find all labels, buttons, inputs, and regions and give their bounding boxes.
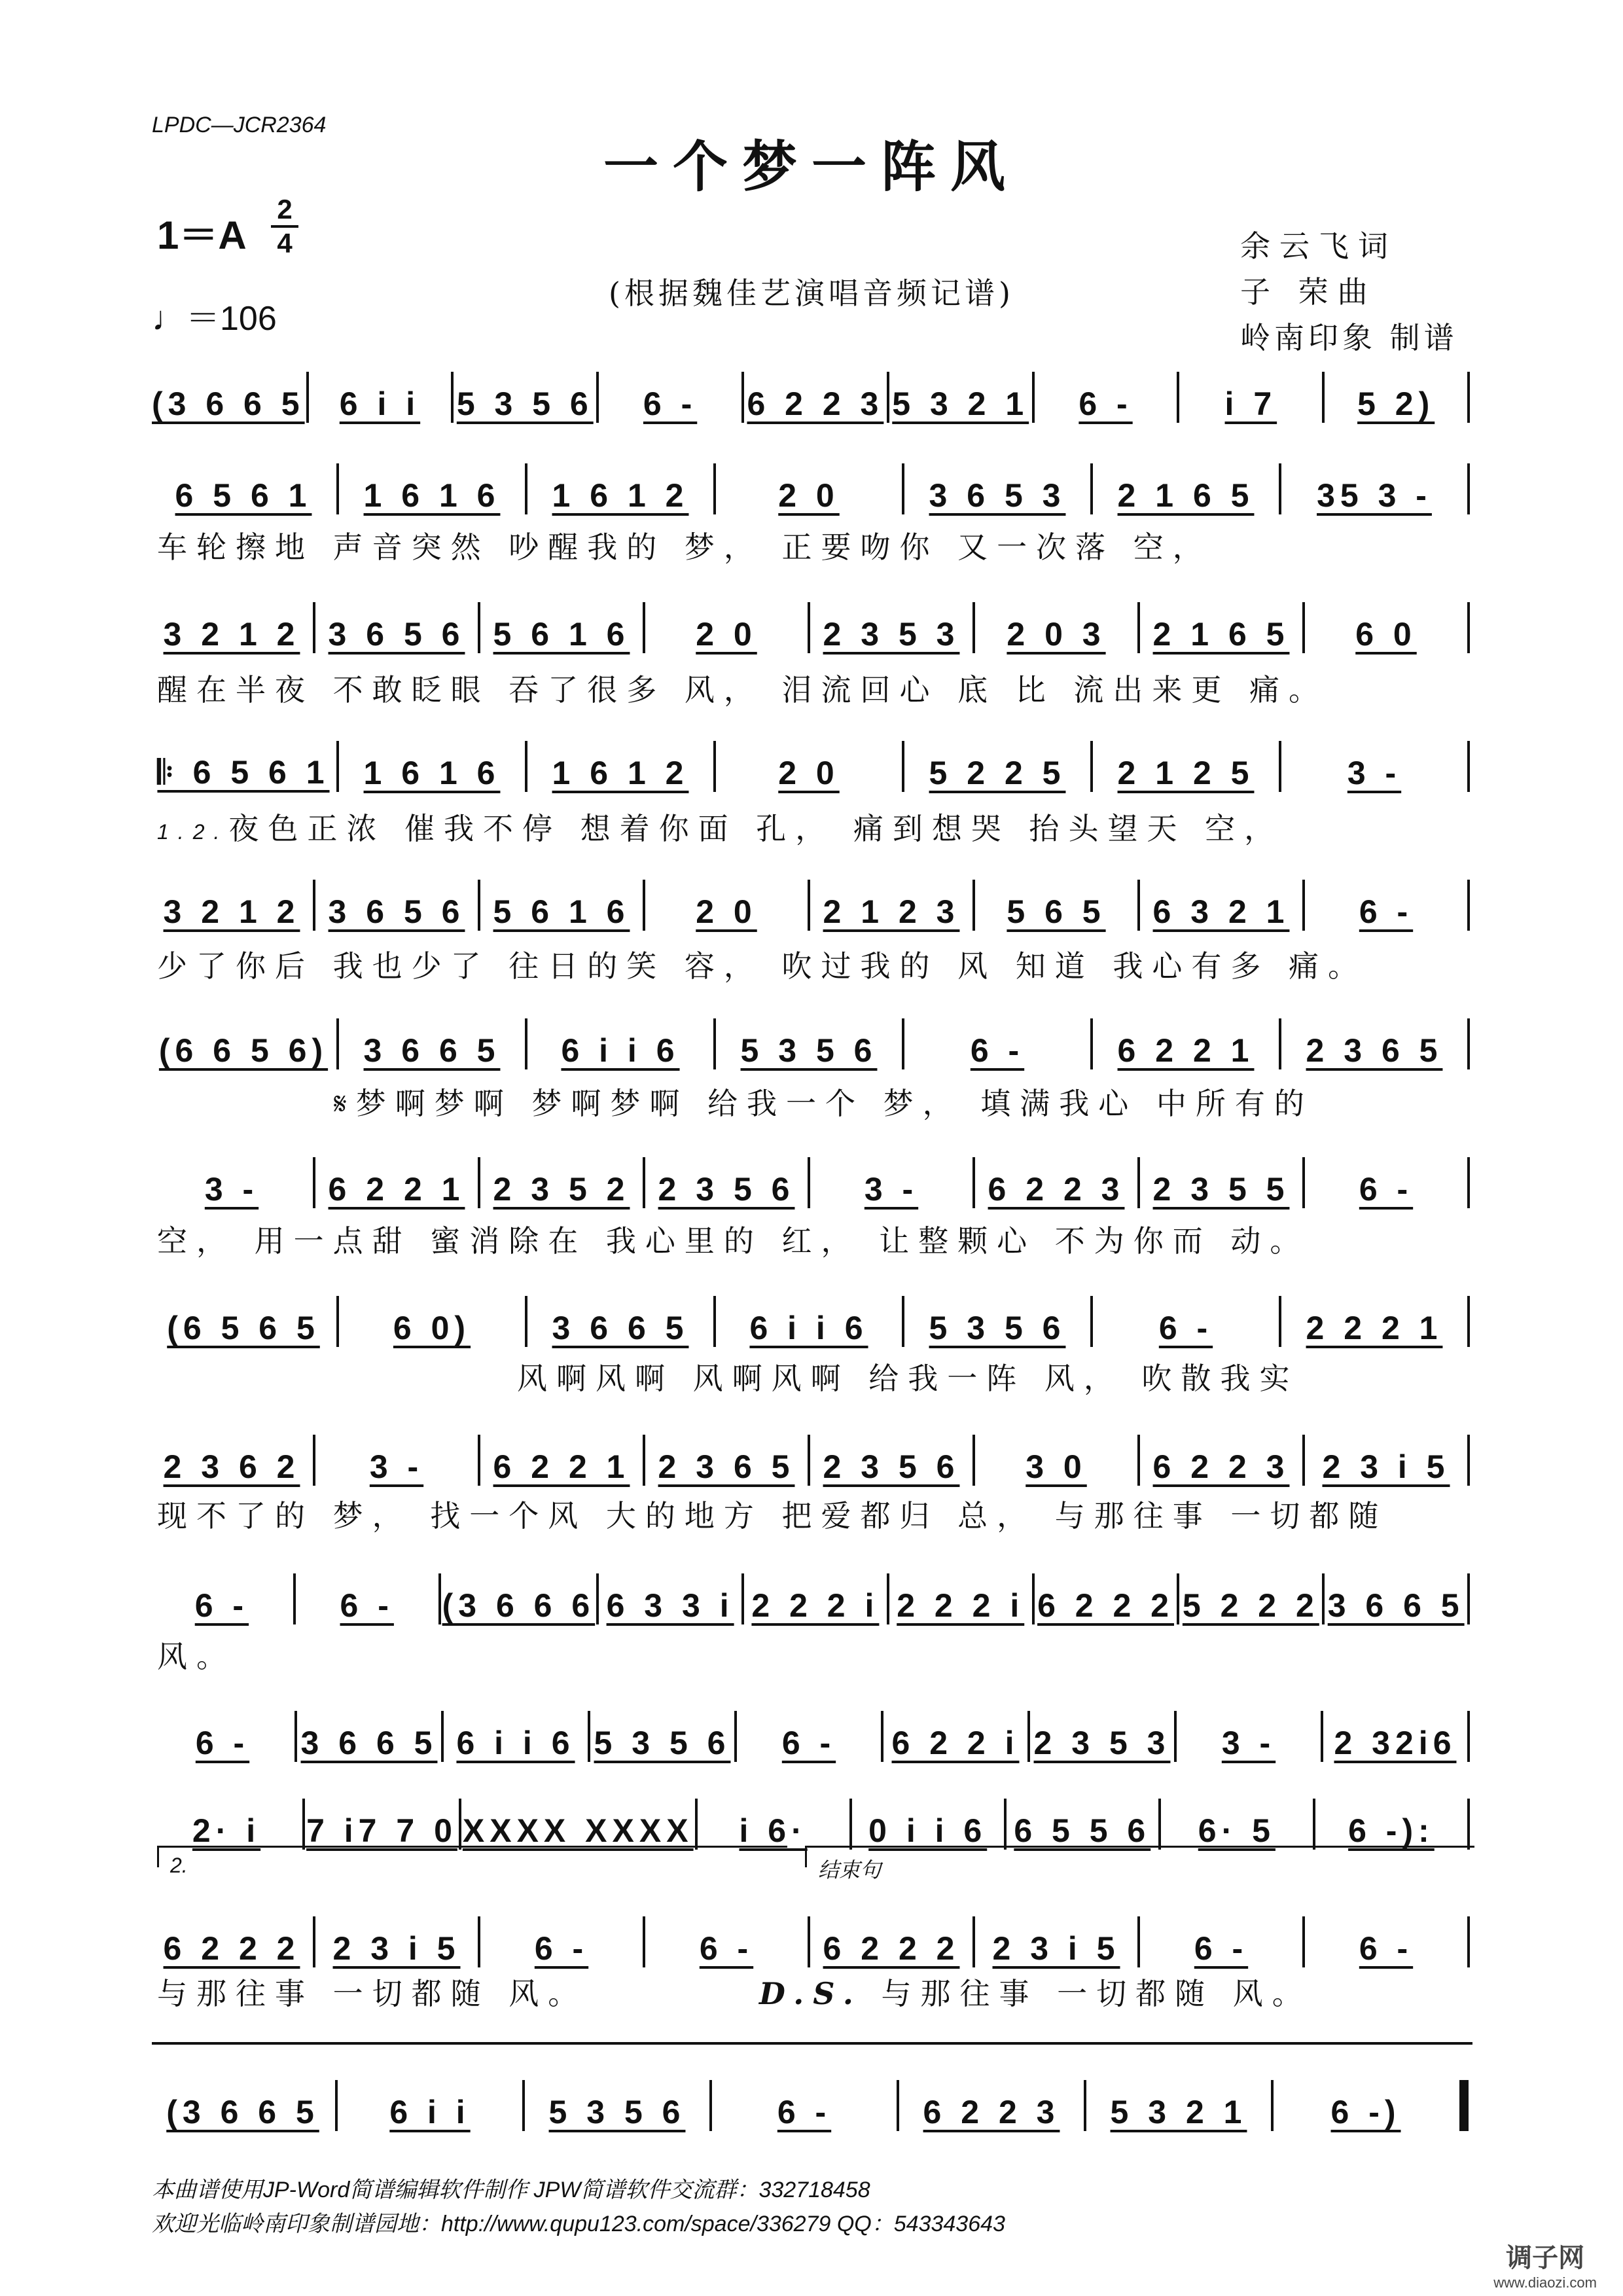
composer-credit: 子 荣曲 xyxy=(1240,274,1377,310)
measure: 2 2 2 i xyxy=(897,1587,1025,1624)
lyric-line: 空， 用一点甜 蜜消除在 我心里的 红， 让整颗心 不为你而 动。 xyxy=(157,1223,1310,1259)
measure: 6 - xyxy=(643,386,698,422)
barline xyxy=(897,2080,899,2131)
measure: 5 3 5 6 xyxy=(740,1032,878,1069)
measure: 6 - xyxy=(534,1930,589,1967)
lyric-line: 现不了的 梦， 找一个风 大的地方 把爱都归 总， 与那往事 一切都随 xyxy=(157,1498,1388,1534)
barline xyxy=(313,1916,315,1967)
measure: 5 2 2 5 xyxy=(929,755,1066,791)
measure: 6 i i xyxy=(389,2094,471,2130)
measure: 3 - xyxy=(204,1171,259,1208)
measure: 5 3 2 1 xyxy=(892,386,1029,422)
barline xyxy=(1302,1916,1305,1967)
measure: 6 i i 6 xyxy=(749,1310,868,1346)
barline xyxy=(306,372,309,423)
barline xyxy=(1137,1435,1140,1486)
measure: XXXX XXXX xyxy=(462,1812,694,1849)
barline xyxy=(972,602,975,653)
barline xyxy=(1279,1296,1281,1347)
measure: 𝄆 6 5 6 1 xyxy=(157,754,330,791)
measure: 5 2) xyxy=(1357,386,1435,422)
watermark xyxy=(1493,2237,1597,2291)
measure: 2 3 5 2 xyxy=(493,1171,630,1208)
barline xyxy=(335,2080,338,2131)
watermark-name: 调子网 xyxy=(1506,2244,1585,2272)
measure: (3 6 6 6 xyxy=(442,1587,596,1624)
barline xyxy=(478,1157,480,1208)
lyric-line: 风。 xyxy=(157,1639,236,1674)
notation-row-chorus-3 xyxy=(152,1291,1471,1347)
barline xyxy=(1090,1296,1093,1347)
measure: 6 - xyxy=(1158,1310,1213,1346)
barline xyxy=(1322,372,1325,423)
barline xyxy=(1467,1573,1470,1624)
lyric-line: 𝄋梦啊梦啊 梦啊梦啊 给我一个 梦， 填满我心 中所有的 xyxy=(334,1086,1313,1121)
barline xyxy=(1032,372,1035,423)
lyricist-credit: 余云飞词 xyxy=(1240,228,1397,264)
notation-row-interlude-2 xyxy=(152,1706,1471,1762)
barline xyxy=(713,463,716,514)
measure: 6 0) xyxy=(393,1310,471,1346)
barline xyxy=(1467,741,1470,792)
barline xyxy=(522,2080,525,2131)
key-signature: 1＝A xyxy=(157,213,247,257)
measure: 6 2 2 1 xyxy=(493,1448,630,1485)
barline xyxy=(1467,1157,1470,1208)
barline xyxy=(588,1711,590,1762)
measure: 6 2 2 3 xyxy=(1152,1448,1290,1485)
barline xyxy=(713,1296,716,1347)
barline xyxy=(887,1573,889,1624)
time-bottom: 4 xyxy=(277,228,293,259)
measure: 3 - xyxy=(1347,755,1402,791)
barline xyxy=(1467,1916,1470,1967)
barline xyxy=(1271,2080,1274,2131)
measure: 2 3 5 5 xyxy=(1152,1171,1290,1208)
barline xyxy=(881,1711,883,1762)
barline xyxy=(478,880,480,931)
measure: 5 3 5 6 xyxy=(594,1725,731,1761)
barline xyxy=(741,372,744,423)
footer-line: 欢迎光临岭南印象制谱园地：http://www.qupu123.com/space/336279 QQ：543343643 xyxy=(152,2212,1005,2236)
lyric-line: 与那往事 一切都随 风。 xyxy=(157,1976,588,2011)
time-top: 2 xyxy=(277,194,293,224)
measure: 2 3 5 6 xyxy=(658,1171,795,1208)
measure: 6 2 2 i xyxy=(891,1725,1020,1761)
barline xyxy=(902,463,904,514)
measure: 5 6 1 6 xyxy=(493,616,630,653)
barline xyxy=(1137,1157,1140,1208)
barline xyxy=(1467,602,1470,653)
barline xyxy=(459,1799,461,1850)
barline xyxy=(1322,1573,1325,1624)
measure: 6 2 2 2 xyxy=(823,1930,960,1967)
barline xyxy=(1302,1435,1305,1486)
barline xyxy=(596,1573,599,1624)
notation-row-verse-1 xyxy=(152,458,1471,514)
barline xyxy=(1032,1573,1035,1624)
measure: 6 2 2 3 xyxy=(747,386,884,422)
barline xyxy=(336,463,339,514)
barline xyxy=(525,463,527,514)
barline xyxy=(1302,602,1305,653)
measure: 6 2 2 3 xyxy=(923,2094,1060,2130)
measure: 6 - xyxy=(340,1587,394,1624)
measure: 2 0 xyxy=(696,616,757,653)
barline xyxy=(1467,1296,1470,1347)
measure: 6 2 2 2 xyxy=(1037,1587,1174,1624)
barline xyxy=(313,1157,315,1208)
barline xyxy=(1137,880,1140,931)
barline xyxy=(525,1018,527,1069)
measure: 6 - xyxy=(1359,893,1414,930)
lyric-line: 车轮擦地 声音突然 吵醒我的 梦， 正要吻你 又一次落 空， xyxy=(157,529,1212,565)
barline xyxy=(336,1296,339,1347)
ds-mark: D.S. xyxy=(759,1976,863,2011)
barline xyxy=(741,1573,744,1624)
barline xyxy=(1137,602,1140,653)
measure: 6 2 2 3 xyxy=(988,1171,1125,1208)
barline xyxy=(972,1157,975,1208)
measure: 1 6 1 2 xyxy=(552,477,689,514)
barline xyxy=(709,2080,712,2131)
barline xyxy=(695,1799,698,1850)
barline xyxy=(596,372,599,423)
measure: 2 32i6 xyxy=(1334,1725,1457,1761)
barline xyxy=(972,880,975,931)
measure: 6 5 6 1 xyxy=(175,477,312,514)
tempo-mark: ♩＝106 xyxy=(152,300,277,338)
barline xyxy=(1004,1799,1007,1850)
lyric-line: D.S. 与那往事 一切都随 风。 xyxy=(759,1976,1311,2011)
measure: 6 - xyxy=(194,1587,249,1624)
barline xyxy=(438,1573,441,1624)
barline xyxy=(1084,2080,1086,2131)
measure: 3 - xyxy=(864,1171,919,1208)
barline xyxy=(902,741,904,792)
measure: 2 2 2 1 xyxy=(1306,1310,1443,1346)
measure: 2 3 5 3 xyxy=(823,616,960,653)
measure: 6 - xyxy=(970,1032,1025,1069)
subtitle: (根据魏佳艺演唱音频记谱) xyxy=(609,276,1014,311)
arranger-credit: 岭南印象 制谱 xyxy=(1240,320,1458,355)
volta-bracket xyxy=(805,1846,1474,1867)
measure: 6 - xyxy=(195,1725,250,1761)
barline xyxy=(808,602,810,653)
measure: 2 0 3 xyxy=(1007,616,1106,653)
barline xyxy=(478,1435,480,1486)
lyric-line: 醒在半夜 不敢眨眼 吞了很多 风， 泪流回心 底 比 流出来更 痛。 xyxy=(157,672,1328,708)
barline xyxy=(713,1018,716,1069)
measure: 3 6 6 5 xyxy=(300,1725,438,1761)
barline xyxy=(441,1711,444,1762)
verse-number: 1.2. xyxy=(157,820,229,844)
notation-row-verse-4 xyxy=(152,874,1471,931)
measure: 6 5 5 6 xyxy=(1014,1812,1151,1849)
time-signature xyxy=(268,195,301,258)
barline xyxy=(293,1573,296,1624)
barline xyxy=(1090,463,1093,514)
measure: 3 6 6 5 xyxy=(552,1310,689,1346)
measure: 2 3 5 3 xyxy=(1033,1725,1171,1761)
barline xyxy=(643,1916,645,1967)
measure: 1 6 1 6 xyxy=(363,755,501,791)
measure: (3 6 6 5 xyxy=(166,2094,319,2130)
page-title: 一个梦一阵风 xyxy=(603,134,1020,199)
barline xyxy=(1313,1799,1315,1850)
notation-row-ending xyxy=(152,1911,1471,1967)
barline xyxy=(1279,1018,1281,1069)
measure: 6 2 2 2 xyxy=(163,1930,300,1967)
measure: 2 1 6 5 xyxy=(1152,616,1290,653)
measure: 5 2 2 2 xyxy=(1182,1587,1319,1624)
barline xyxy=(808,1916,810,1967)
measure: 6 - xyxy=(1359,1171,1414,1208)
measure: 6 i i xyxy=(339,386,421,422)
barline xyxy=(302,1799,305,1850)
measure: 2 3 i 5 xyxy=(992,1930,1120,1967)
measure: 5 3 2 1 xyxy=(1110,2094,1247,2130)
barline xyxy=(643,1435,645,1486)
measure: 3 - xyxy=(1221,1725,1276,1761)
measure: 2 3 5 6 xyxy=(823,1448,960,1485)
barline xyxy=(1174,1711,1177,1762)
measure: 3 6 6 5 xyxy=(363,1032,501,1069)
measure: 2 0 xyxy=(696,893,757,930)
volta-bracket xyxy=(157,1846,787,1867)
barline xyxy=(1467,1799,1470,1850)
measure: 2 1 6 5 xyxy=(1117,477,1255,514)
barline xyxy=(887,372,889,423)
barline xyxy=(1302,1157,1305,1208)
score-code: LPDC—JCR2364 xyxy=(152,113,327,137)
barline xyxy=(294,1711,297,1762)
measure: 2 2 2 i xyxy=(751,1587,880,1624)
measure: 5 6 1 6 xyxy=(493,893,630,930)
barline xyxy=(1459,2080,1469,2131)
measure: 0 i i 6 xyxy=(868,1812,988,1849)
measure: 3 6 5 6 xyxy=(328,893,465,930)
barline xyxy=(1158,1799,1161,1850)
measure: 3 2 1 2 xyxy=(163,616,300,653)
barline xyxy=(1467,1018,1470,1069)
measure: 2· i xyxy=(192,1812,261,1849)
measure: (6 6 5 6) xyxy=(158,1032,329,1069)
barline xyxy=(1467,1711,1470,1762)
barline xyxy=(972,1435,975,1486)
measure: 6 - xyxy=(1359,1930,1414,1967)
barline xyxy=(972,1916,975,1967)
barline xyxy=(734,1711,737,1762)
measure: 7 i7 7 0 xyxy=(306,1812,457,1849)
barline xyxy=(1467,463,1470,514)
barline xyxy=(1467,372,1470,423)
barline xyxy=(525,1296,527,1347)
barline xyxy=(1467,880,1470,931)
barline xyxy=(1177,372,1179,423)
barline xyxy=(808,880,810,931)
measure: i 7 xyxy=(1224,386,1277,422)
barline xyxy=(1090,1018,1093,1069)
measure: 6 - xyxy=(1079,386,1133,422)
measure: 3 0 xyxy=(1026,1448,1087,1485)
notation-row-chorus-2 xyxy=(152,1152,1471,1208)
barline xyxy=(1279,463,1281,514)
volta-second: 2. xyxy=(170,1854,188,1877)
measure: 2 3 6 5 xyxy=(1306,1032,1443,1069)
measure: 2 0 xyxy=(778,755,840,791)
measure: 6 -) xyxy=(1330,2094,1401,2130)
barline xyxy=(336,1018,339,1069)
watermark-url: www.diaozi.com xyxy=(1493,2274,1597,2291)
measure: 35 3 - xyxy=(1317,477,1432,514)
measure: 1 6 1 2 xyxy=(552,755,689,791)
barline xyxy=(808,1157,810,1208)
notation-row-interlude-3 xyxy=(152,1793,1471,1850)
barline xyxy=(1467,1435,1470,1486)
barline xyxy=(1137,1916,1140,1967)
barline xyxy=(478,1916,480,1967)
barline xyxy=(1177,1573,1179,1624)
measure: 6 3 3 i xyxy=(606,1587,734,1624)
barline xyxy=(1302,880,1305,931)
barline xyxy=(478,602,480,653)
measure: 6 0 xyxy=(1355,616,1417,653)
measure: 2 1 2 5 xyxy=(1117,755,1255,791)
measure: 5 6 5 xyxy=(1007,893,1106,930)
barline xyxy=(313,1435,315,1486)
notation-row-chorus-4 xyxy=(152,1429,1471,1486)
measure: 2 3 i 5 xyxy=(1322,1448,1450,1485)
barline xyxy=(313,880,315,931)
barline xyxy=(1090,741,1093,792)
barline xyxy=(1321,1711,1323,1762)
notation-row-chorus-1 xyxy=(152,1013,1471,1069)
measure: (3 6 6 5 xyxy=(152,386,305,422)
measure: 2 3 6 2 xyxy=(163,1448,300,1485)
measure: 3 6 5 6 xyxy=(328,616,465,653)
barline xyxy=(313,602,315,653)
measure: 3 6 6 5 xyxy=(1327,1587,1465,1624)
lyric-line: 1.2.夜色正浓 催我不停 想着你面 孔， 痛到想哭 抬头望天 空， xyxy=(157,811,1284,846)
measure: 3 6 5 3 xyxy=(929,477,1066,514)
measure: 6 - xyxy=(699,1930,754,1967)
measure: 6 i i 6 xyxy=(456,1725,575,1761)
barline xyxy=(1027,1711,1030,1762)
measure: 6 -): xyxy=(1348,1812,1435,1849)
measure: 6· 5 xyxy=(1198,1812,1275,1849)
measure: 2 1 2 3 xyxy=(823,893,960,930)
barline xyxy=(713,741,716,792)
measure: 6 - xyxy=(781,1725,836,1761)
notation-row-verse-3 xyxy=(152,736,1471,792)
measure: 6 3 2 1 xyxy=(1152,893,1290,930)
volta-ending: 结束句 xyxy=(818,1858,882,1882)
measure: 6 2 2 1 xyxy=(1117,1032,1255,1069)
measure: 6 2 2 1 xyxy=(328,1171,465,1208)
measure: 6 i i 6 xyxy=(561,1032,680,1069)
notation-row-outro xyxy=(152,2075,1471,2131)
notation-row-intro xyxy=(152,367,1471,423)
measure: 6 - xyxy=(1194,1930,1249,1967)
footer-line: 本曲谱使用JP-Word简谱编辑软件制作 JPW简谱软件交流群：332718458 xyxy=(152,2178,870,2202)
barline xyxy=(336,741,339,792)
barline xyxy=(902,1018,904,1069)
measure: 5 3 5 6 xyxy=(548,2094,686,2130)
measure: 3 - xyxy=(369,1448,424,1485)
measure: 2 0 xyxy=(778,477,840,514)
measure: 5 3 5 6 xyxy=(929,1310,1066,1346)
measure: i 6· xyxy=(739,1812,808,1849)
barline xyxy=(643,1157,645,1208)
measure: 2 3 6 5 xyxy=(658,1448,795,1485)
lyric-line: 少了你后 我也少了 往日的笑 容， 吹过我的 风 知道 我心有多 痛。 xyxy=(157,948,1367,984)
barline xyxy=(643,602,645,653)
barline xyxy=(808,1435,810,1486)
barline xyxy=(849,1799,852,1850)
barline xyxy=(643,880,645,931)
measure: 6 - xyxy=(777,2094,832,2130)
barline xyxy=(525,741,527,792)
barline xyxy=(902,1296,904,1347)
notation-row-interlude-1 xyxy=(152,1568,1471,1624)
barline xyxy=(451,372,454,423)
measure: 3 2 1 2 xyxy=(163,893,300,930)
divider xyxy=(152,2042,1472,2045)
barline xyxy=(1279,741,1281,792)
measure: 2 3 i 5 xyxy=(332,1930,461,1967)
measure: 5 3 5 6 xyxy=(456,386,594,422)
notation-row-verse-2 xyxy=(152,597,1471,653)
lyric-line: 风啊风啊 风啊风啊 给我一阵 风， 吹散我实 xyxy=(517,1361,1299,1396)
measure: (6 5 6 5 xyxy=(167,1310,320,1346)
measure: 1 6 1 6 xyxy=(363,477,501,514)
